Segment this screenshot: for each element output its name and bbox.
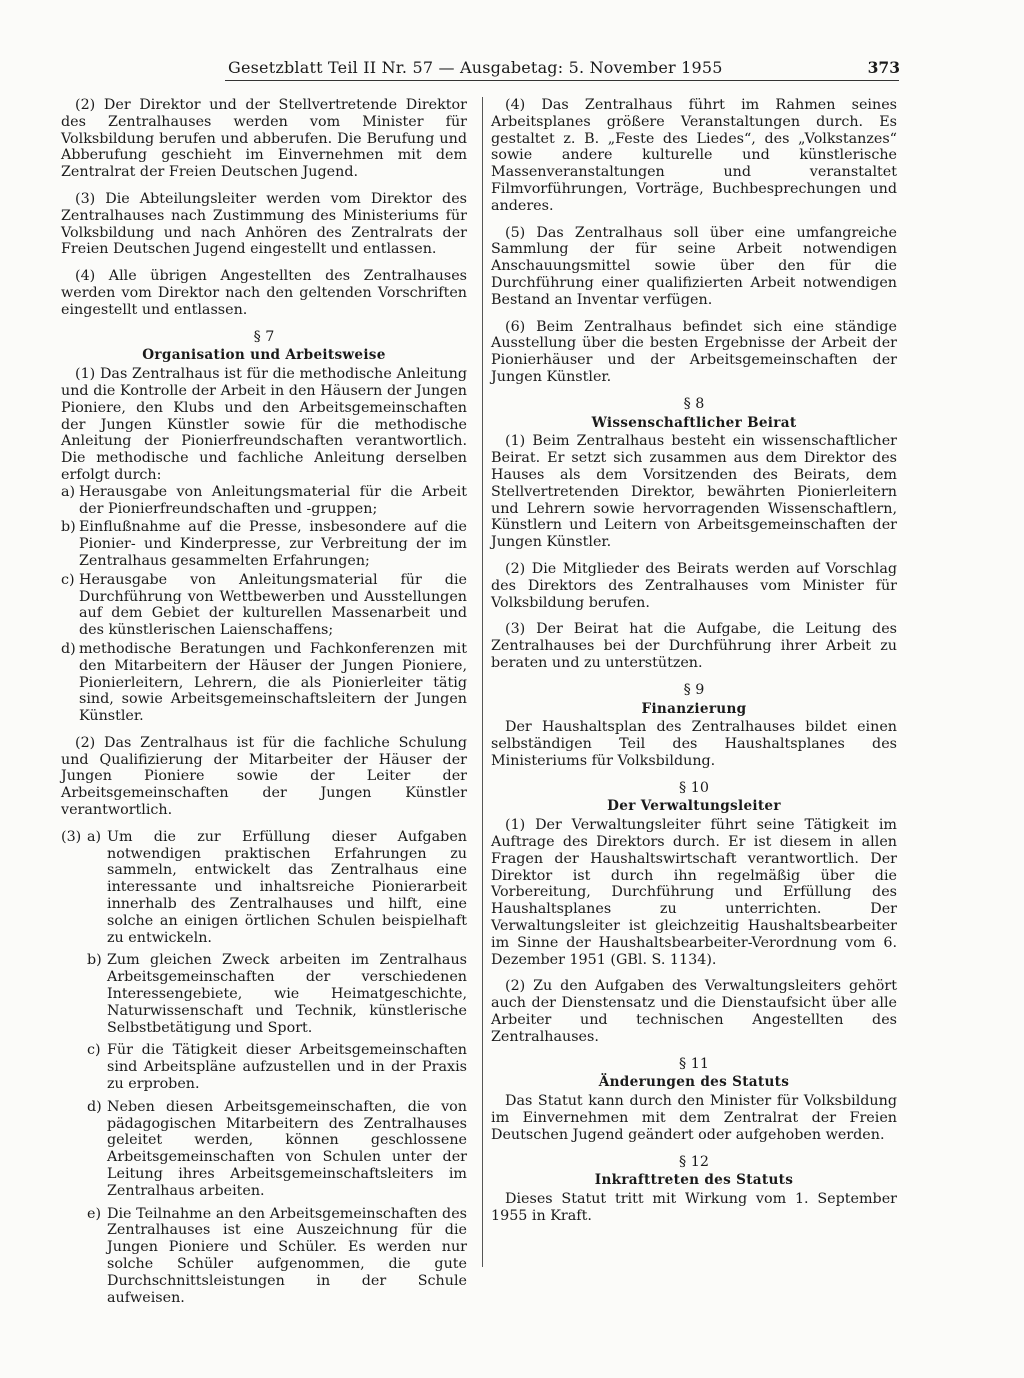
paragraph: (2) Der Direktor und der Stellvertretende Direktor des Zentralhauses werden vom Minister für Volksbildung berufen und abberufen. Die Berufung und Abberufung geschieht im Einvernehmen mit dem Zentralrat der Freien Deutschen Jugend. <box>61 97 467 181</box>
list-label: a) <box>61 483 76 500</box>
list-label: a) <box>87 828 102 845</box>
paragraph: (4) Alle übrigen Angestellten des Zentralhauses werden vom Direktor nach den geltenden Vorschriften eingestellt und entlassen. <box>61 268 467 318</box>
list-item <box>61 641 467 725</box>
list-item <box>87 1206 467 1307</box>
list-item <box>87 1099 467 1200</box>
list-text: Einflußnahme auf die Presse, insbesondere auf die Pionier- und Kinderpresse, zur Verbreitung der im Zentralhaus gesammelten Erfahrungen; <box>79 519 467 569</box>
section-ref-11: § 11 <box>679 1055 709 1072</box>
section-title-12: Inkrafttreten des Statuts <box>594 1172 794 1189</box>
paragraph: (1) Das Zentralhaus ist für die methodische Anleitung und die Kontrolle der Arbeit in den Häusern der Jungen Pioniere, den Klubs und den Arbeitsgemeinschaften der Jungen Künstler sowie für die methodische Anleitung der Pionierfreundschaften verantwortlich. Die methodische und fachliche Anleitung derselben erfolgt durch: <box>61 366 467 483</box>
section-ref-8: § 8 <box>683 395 705 412</box>
paragraph: (1) Der Verwaltungsleiter führt seine Tätigkeit im Auftrage des Direktors durch. Er ist diesem in allen Fragen der Haushaltswirtschaft verantwortlich. Der Direktor ist durch ihn regelmäßig über die Vorbereitung, Durchführung und Erfüllung des Haushaltsplanes zu unterrichten. Der Verwaltungsleiter ist gleichzeitig Haushaltsbearbeiter im Sinne der Haushaltsbearbeiter-Verordnung vom 6. Dezember 1951 (GBl. S. 1134). <box>491 817 897 968</box>
list-label: c) <box>87 1042 101 1059</box>
list-label: d) <box>87 1098 102 1115</box>
paragraph: Das Statut kann durch den Minister für Volksbildung im Einvernehmen mit dem Zentralrat der Freien Deutschen Jugend geändert oder aufgehoben werden. <box>491 1093 897 1143</box>
paragraph: (2) Die Mitglieder des Beirats werden auf Vorschlag des Direktors des Zentralhauses vom Minister für Volksbildung berufen. <box>491 560 897 611</box>
list-label: e) <box>87 1205 102 1222</box>
left-column <box>61 97 467 1312</box>
paragraph: Der Haushaltsplan des Zentralhauses bildet einen selbständigen Teil des Haushaltsplanes des Ministeriums für Volksbildung. <box>491 719 897 769</box>
column-divider <box>482 97 483 1267</box>
list-text: Herausgabe von Anleitungsmaterial für die Durchführung von Wettbewerben und Ausstellungen auf dem Gebiet der kulturellen Massenarbeit und des künstlerischen Laienschaffens; <box>79 571 467 639</box>
paragraph: (4) Das Zentralhaus führt im Rahmen seines Arbeitsplanes größere Veranstaltungen durch. Es gestaltet z. B. „Feste des Liedes“, des „Volkstanzes“ sowie andere kulturelle und künstlerische Massenveranstaltungen und veranstaltet Filmvorführungen, Vorträge, Buchbesprechungen und anderes. <box>491 97 897 214</box>
list-item <box>87 1042 467 1092</box>
page-number: 373 <box>867 58 900 77</box>
section-title-8: Wissenschaftlicher Beirat <box>591 414 797 431</box>
list-item <box>61 484 467 518</box>
list-label: d) <box>61 640 76 657</box>
list-item <box>61 829 467 947</box>
list-item <box>87 952 467 1036</box>
list-text: Die Teilnahme an den Arbeitsgemeinschaften des Zentralhauses ist eine Auszeichnung für die Jungen Pioniere und Schüler. Es werden nur solche Schüler aufgenommen, die gute Durchschnittsleistungen in der Schule aufweisen. <box>107 1205 467 1306</box>
list-text: Für die Tätigkeit dieser Arbeitsgemeinschaften sind Arbeitspläne aufzustellen und in der Praxis zu erproben. <box>107 1042 467 1093</box>
paragraph-number: (3) <box>61 828 82 845</box>
list-text: Um die zur Erfüllung dieser Aufgaben notwendigen praktischen Erfahrungen zu sammeln, entwickelt das Zentralhaus eine interessante und inhaltsreiche Pionierarbeit innerhalb des Zentralhauses und hilft, eine solche an einigen örtlichen Schulen beispielhaft zu entwickeln. <box>107 828 467 946</box>
list-label: b) <box>61 519 76 536</box>
section-title-7: Organisation und Arbeitsweise <box>142 347 386 364</box>
list-item <box>61 519 467 569</box>
paragraph: Dieses Statut tritt mit Wirkung vom 1. September 1955 in Kraft. <box>491 1191 897 1225</box>
section-ref-12: § 12 <box>679 1153 709 1170</box>
list-text: Herausgabe von Anleitungsmaterial für die Arbeit der Pionierfreundschaften und -gruppen; <box>79 483 467 517</box>
paragraph: (5) Das Zentralhaus soll über eine umfangreiche Sammlung der für seine Arbeit notwendigen Anschauungsmittel sowie über den für die Durchführung einer qualifizierten Arbeit notwendigen Bestand an Inventar verfügen. <box>491 224 897 308</box>
paragraph: (3) Der Beirat hat die Aufgabe, die Leitung des Zentralhauses bei der Durchführung ihrer Arbeit zu beraten und zu unterstützen. <box>491 621 897 671</box>
paragraph: (2) Das Zentralhaus ist für die fachliche Schulung und Qualifizierung der Mitarbeiter der Häuser der Jungen Pioniere sowie der Leiter der Arbeitsgemeinschaften der Jungen Künstler verantwortlich. <box>61 734 467 819</box>
paragraph: (1) Beim Zentralhaus besteht ein wissenschaftlicher Beirat. Er setzt sich zusammen aus dem Direktor des Hauses als dem Vorsitzenden des Beirats, dem Stellvertretenden Direktor, bewährten Pionierleitern und Lehrern sowie hervorragenden Wissenschaftlern, Künstlern und Leitern von Arbeitsgemeinschaften der Jungen Künstler. <box>491 433 897 551</box>
section-title-10: Der Verwaltungsleiter <box>607 798 781 815</box>
header-rule <box>225 80 899 81</box>
paragraph: (2) Zu den Aufgaben des Verwaltungsleiters gehört auch der Dienstensatz und die Dienstaufsicht über alle Arbeiter und technischen Angestellten des Zentralhauses. <box>491 978 897 1045</box>
right-column <box>491 97 897 1235</box>
section-title-9: Finanzierung <box>641 700 747 717</box>
page-header <box>228 58 900 77</box>
paragraph: (3) Die Abteilungsleiter werden vom Direktor des Zentralhauses nach Zustimmung des Ministeriums für Volksbildung und nach Anhören des Zentralrats der Freien Deutschen Jugend eingestellt und entlassen. <box>61 190 467 258</box>
list-text: Zum gleichen Zweck arbeiten im Zentralhaus Arbeitsgemeinschaften der verschiedenen Interessengebiete, wie Heimatgeschichte, Naturwissenschaft und Technik, künstlerische Selbstbetätigung und Sport. <box>107 952 467 1036</box>
section-ref-7: § 7 <box>253 328 275 345</box>
list-text: methodische Beratungen und Fachkonferenzen mit den Mitarbeitern der Häuser der Jungen Pioniere, Pionierleitern, Lehrern, die als Pionierleiter tätig sind, sowie Arbeitsgemeinschaftsleitern der Jungen Künstler. <box>79 640 467 725</box>
list-text: Neben diesen Arbeitsgemeinschaften, die von pädagogischen Mitarbeitern des Zentralhauses geleitet werden, können geschlossene Arbeitsgemeinschaften von Schulen unter der Leitung ihres Arbeitsgemeinschaftsleiters im Zentralhaus arbeiten. <box>107 1098 467 1199</box>
list-label: b) <box>87 952 102 969</box>
paragraph: (6) Beim Zentralhaus befindet sich eine ständige Ausstellung über die besten Ergebnisse der Arbeit der Pionierhäuser und der Arbeitsgemeinschaften der Jungen Künstler. <box>491 318 897 385</box>
section-title-11: Änderungen des Statuts <box>598 1074 790 1091</box>
list-item <box>61 572 467 639</box>
list-label: c) <box>61 571 75 588</box>
section-ref-9: § 9 <box>683 681 705 698</box>
section-ref-10: § 10 <box>679 779 709 796</box>
header-title: Gesetzblatt Teil II Nr. 57 — Ausgabetag: 5. November 1955 <box>228 58 723 77</box>
